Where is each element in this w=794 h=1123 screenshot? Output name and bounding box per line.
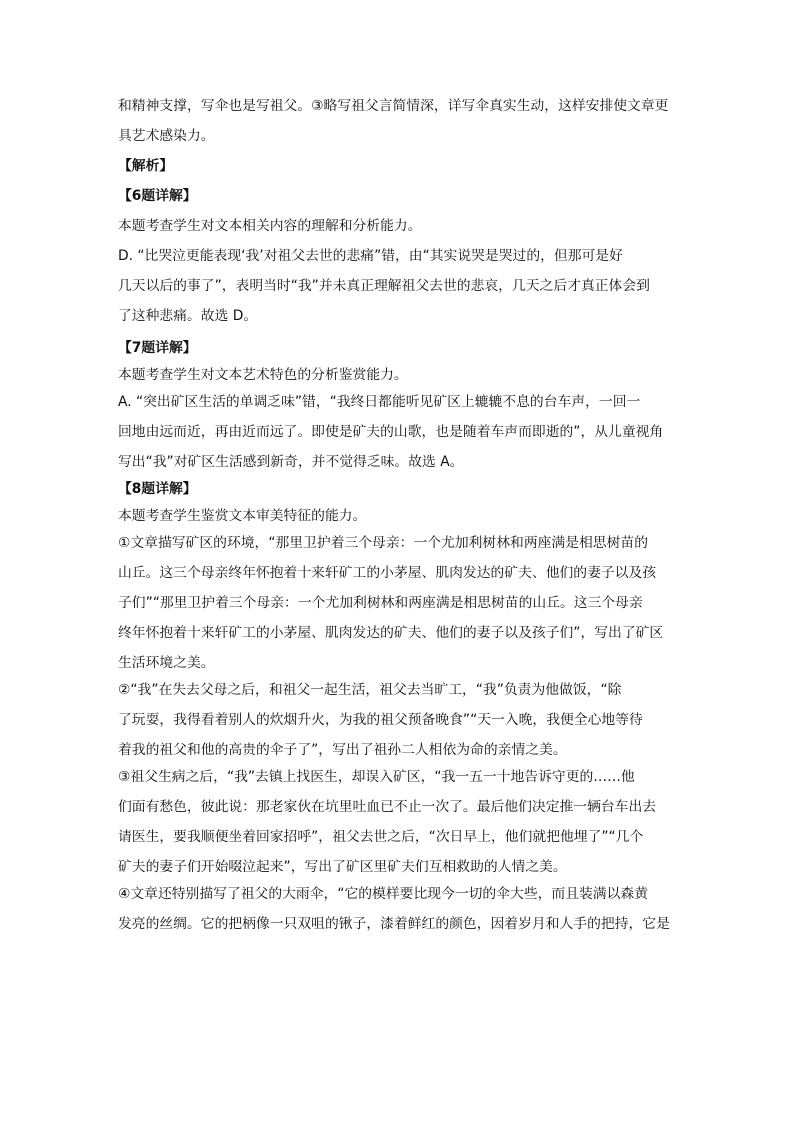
text-line: A. “突出矿区生活的单调乏味”错，“我终日都能听见矿区上辘辘不息的台车声，一回一 bbox=[118, 394, 641, 410]
text-line: ①文章描写矿区的环境，“那里卫护着三个母亲：一个尤加利树林和两座满是相思树苗的 bbox=[118, 535, 648, 551]
question-6-heading: 【6题详解】 bbox=[118, 188, 197, 204]
text-line: ③祖父生病之后，“我”去镇上找医生，却误入矿区，“我一五一十地告诉守更的……他 bbox=[118, 769, 635, 785]
text-line: 们面有愁色，彼此说：那老家伙在坑里吐血已不止一次了。最后他们决定推一辆台车出去 bbox=[118, 799, 657, 815]
text-line: 请医生，要我顺便坐着回家招呼”，祖父去世之后，“次日早上，他们就把他埋了”“几个 bbox=[118, 829, 644, 845]
text-line: ④文章还特别描写了祖父的大雨伞，“它的模样要比现今一切的伞大些，而且装满以森黄 bbox=[118, 886, 648, 902]
text-line: 矿夫的妻子们开始啜泣起来”，写出了矿区里矿夫们互相救助的人情之美。 bbox=[118, 859, 567, 875]
section-heading-analysis: 【解析】 bbox=[118, 158, 174, 174]
text-line: 了这种悲痛。故选 D。 bbox=[118, 308, 258, 324]
text-line: 回地由远而近，再由近而远了。即使是矿夫的山歌，也是随着车声而即逝的”，从儿童视角 bbox=[118, 424, 664, 440]
text-line: 终年怀抱着十来轩矿工的小茅屋、肌肉发达的矿夫、他们的妻子以及孩子们”，写出了矿区 bbox=[118, 625, 664, 641]
text-line: 本题考查学生对文本艺术特色的分析鉴赏能力。 bbox=[118, 367, 408, 383]
text-line: 着我的祖父和他的高贵的伞子了”，写出了祖孙二人相依为命的亲情之美。 bbox=[118, 742, 567, 758]
text-line: 子们”“那里卫护着三个母亲：一个尤加利树林和两座满是相思树苗的山丘。这三个母亲 bbox=[118, 595, 643, 611]
document-page bbox=[118, 96, 678, 935]
text-line: ②“我”在失去父母之后，和祖父一起生活，祖父去当旷工，“我”负责为他做饭，“除 bbox=[118, 682, 622, 698]
text-line: 了玩耍，我得看着别人的炊烟升火，为我的祖父预备晚食”“天一入晚，我便全心地等待 bbox=[118, 712, 643, 728]
text-line: 本题考查学生鉴赏文本审美特征的能力。 bbox=[118, 508, 367, 524]
text-line: 几天以后的事了”，表明当时“我”并未真正理解祖父去世的悲哀，几天之后才真正体会到 bbox=[118, 278, 650, 294]
text-line: 发亮的丝绸。它的把柄像一只双咀的锹子，漆着鲜红的颜色，因着岁月和人手的把持，它是 bbox=[118, 916, 670, 932]
text-line: D. “比哭泣更能表现‘我’对祖父去世的悲痛”错，由“其实说哭是哭过的，但那可是好 bbox=[118, 248, 623, 264]
question-7-heading: 【7题详解】 bbox=[118, 340, 197, 356]
text-line: 本题考查学生对文本相关内容的理解和分析能力。 bbox=[118, 218, 422, 234]
question-8-heading: 【8题详解】 bbox=[118, 481, 197, 497]
text-line: 生活环境之美。 bbox=[118, 655, 215, 671]
text-line: 写出“我”对矿区生活感到新奇，并不觉得乏味。故选 A。 bbox=[118, 454, 464, 470]
text-line: 具艺术感染力。 bbox=[118, 128, 215, 144]
text-line: 和精神支撑，写伞也是写祖父。③略写祖父言简情深，详写伞真实生动，这样安排使文章更 bbox=[118, 98, 669, 114]
text-line: 山丘。这三个母亲终年怀抱着十来轩矿工的小茅屋、肌肉发达的矿夫、他们的妻子以及孩 bbox=[118, 565, 657, 581]
